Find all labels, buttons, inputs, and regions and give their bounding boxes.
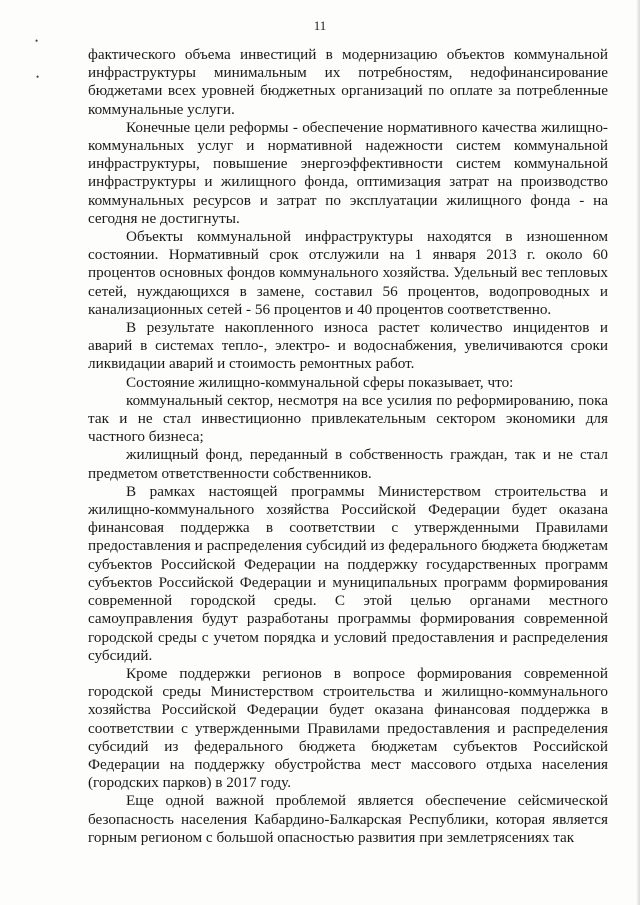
paragraph: жилищный фонд, переданный в собственность граждан, так и не стал предметом ответственности собственников. [88,446,608,482]
page-number: 11 [313,18,327,33]
document-body [88,46,608,847]
paragraph: Еще одной важной проблемой является обеспечение сейсмической безопасность населения Кабардино-Балкарская Республики, которая является горным регионом с большой опасностью развития при землетрясениях так [88,792,608,846]
margin-mark: • [35,36,39,46]
paragraph: Кроме поддержки регионов в вопросе формирования современной городской среды Министерством строительства и жилищно-коммунального хозяйства Российской Федерации будет оказана финансовая поддержка в соответствии с утвержденными Правилами предоставления и распределения субсидий из федерального бюджета бюджетам субъектов Российской Федерации на поддержку обустройства мест массового отдыха населения (городских парков) в 2017 году. [88,664,608,792]
paragraph: фактического объема инвестиций в модернизацию объектов коммунальной инфраструктуры минимальным их потребностям, недофинансирование бюджетами всех уровней бюджетных организаций по оплате за потребленные коммунальные услуги. [88,46,608,118]
paragraph: В рамках настоящей программы Министерством строительства и жилищно-коммунального хозяйства Российской Федерации будет оказана финансовая поддержка в соответствии с утвержденными Правилами предоставления и распределения субсидий из федерального бюджета бюджетам субъектов Российской Федерации на поддержку государственных программ субъектов Российской Федерации и муниципальных программ формирования современной городской среды. С этой целью органами местного самоуправления будут разработаны программы формирования современной городской среды с учетом порядка и условий предоставления и распределения субсидий. [88,482,608,664]
margin-mark: • [36,72,40,82]
page-edge-shadow [636,0,640,905]
paragraph: В результате накопленного износа растет количество инцидентов и аварий в системах тепло-, электро- и водоснабжения, увеличиваются сроки ликвидации аварий и стоимость ремонтных работ. [88,319,608,373]
paragraph: Объекты коммунальной инфраструктуры находятся в изношенном состоянии. Нормативный срок отслужили на 1 января 2013 г. около 60 процентов основных фондов коммунального хозяйства. Удельный вес тепловых сетей, нуждающихся в замене, составил 56 процентов, водопроводных и канализационных сетей - 56 процентов и 40 процентов соответственно. [88,228,608,318]
paragraph: Состояние жилищно-коммунальной сферы показывает, что: [126,373,514,391]
paragraph: Конечные цели реформы - обеспечение нормативного качества жилищно-коммунальных услуг и нормативной надежности систем коммунальной инфраструктуры, повышение энергоэффективности систем коммунальной инфраструктуры и жилищного фонда, оптимизация затрат на производство коммунальных ресурсов и затрат по эксплуатации жилищного фонда - на сегодня не достигнуты. [88,118,608,227]
paragraph: коммунальный сектор, несмотря на все усилия по реформированию, пока так и не стал инвестиционно привлекательным сектором экономики для частного бизнеса; [88,391,608,446]
